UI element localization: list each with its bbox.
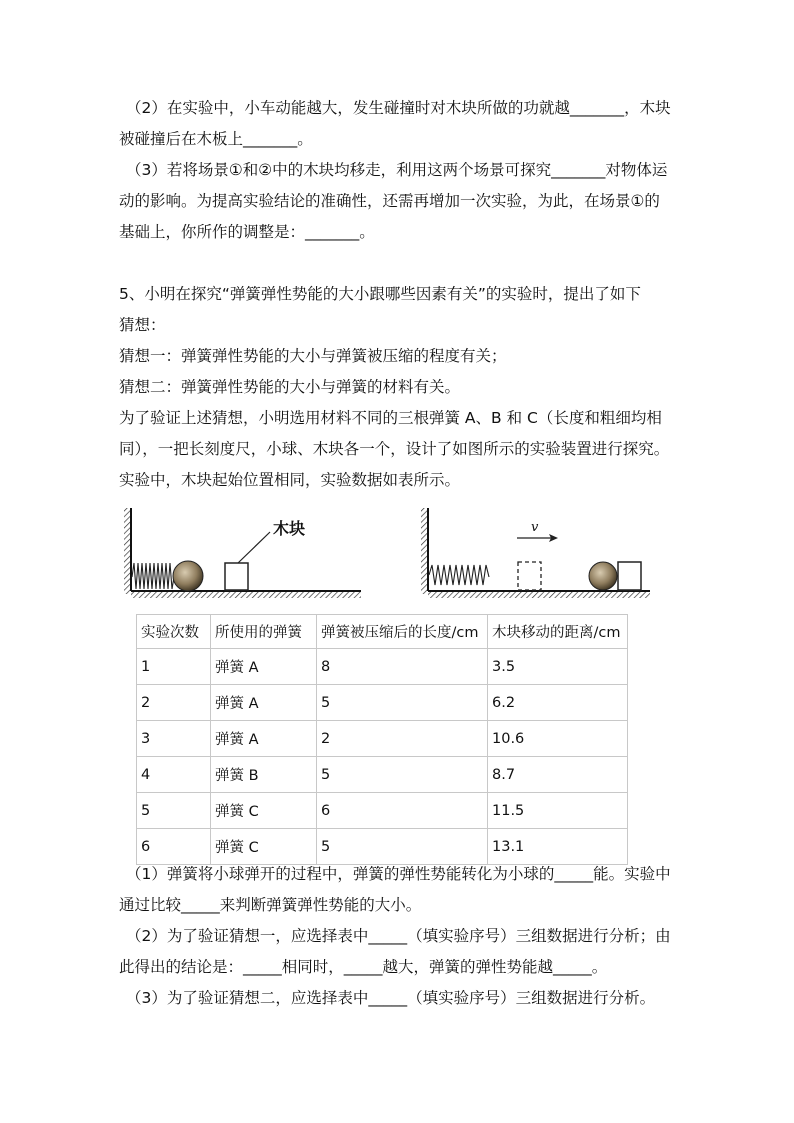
table-cell: 6 [137,829,211,865]
table-header-cell: 实验次数 [137,615,211,649]
spring-relaxed [429,565,489,585]
spring-compressed [132,563,174,589]
table-row [137,793,628,829]
q5-sub1-line2: 通过比较_____来判断弹簧弹性势能的大小。 [119,896,422,914]
table-header-cell: 木块移动的距离/cm [488,615,628,649]
wall [421,508,428,594]
table-cell: 6.2 [488,685,628,721]
table-cell: 弹簧 B [211,757,317,793]
table-cell: 13.1 [488,829,628,865]
wood-block [225,563,248,590]
table-cell: 10.6 [488,721,628,757]
ball [589,562,617,590]
q5-sub1-line1: （1）弹簧将小球弹开的过程中，弹簧的弹性势能转化为小球的_____能。实验中 [126,865,671,883]
experiment-figure-right [421,505,653,605]
q4-sub2-line1: （2）在实验中，小车动能越大，发生碰撞时对木块所做的功就越_______，木块 [126,99,671,117]
velocity-label: v [531,520,539,535]
q5-guess1: 猜想一：弹簧弹性势能的大小与弹簧被压缩的程度有关； [119,347,507,365]
table-cell: 6 [317,793,488,829]
table-cell: 8.7 [488,757,628,793]
table-header-cell: 弹簧被压缩后的长度/cm [317,615,488,649]
block-label: 木块 [273,519,306,538]
wood-block [618,562,641,590]
table-cell: 5 [137,793,211,829]
q5-desc-line1: 为了验证上述猜想，小明选用材料不同的三根弹簧 A、B 和 C（长度和粗细均相 [119,409,662,427]
floor [131,591,361,598]
q4-sub3-line1: （3）若将场景①和②中的木块均移走，利用这两个场景可探究_______对物体运 [126,161,668,179]
table-cell: 弹簧 A [211,721,317,757]
velocity-arrow-icon [517,534,558,542]
ball [173,561,203,591]
table-row [137,829,628,865]
table-cell: 4 [137,757,211,793]
table-cell: 1 [137,649,211,685]
table-cell: 弹簧 C [211,829,317,865]
q4-sub3-line3: 基础上，你所作的调整是：_______。 [119,223,375,241]
q5-intro-line1: 5、小明在探究“弹簧弹性势能的大小跟哪些因素有关”的实验时，提出了如下 [119,285,641,303]
table-header-cell: 所使用的弹簧 [211,615,317,649]
table-cell: 弹簧 A [211,685,317,721]
table-cell: 弹簧 C [211,793,317,829]
q5-guess2: 猜想二：弹簧弹性势能的大小与弹簧的材料有关。 [119,378,461,396]
block-pointer-line [238,532,270,563]
q5-desc-line2: 同），一把长刻度尺，小球、木块各一个，设计了如图所示的实验装置进行探究。 [119,440,670,458]
table-cell: 3.5 [488,649,628,685]
q5-sub2-line2: 此得出的结论是：_____相同时，_____越大，弹簧的弹性势能越_____。 [119,958,608,976]
table-cell: 11.5 [488,793,628,829]
q5-sub3-line1: （3）为了验证猜想二，应选择表中_____（填实验序号）三组数据进行分析。 [126,989,656,1007]
table-cell: 5 [317,757,488,793]
table-cell: 5 [317,829,488,865]
wall [124,508,131,594]
table-cell: 5 [317,685,488,721]
experiment-data-table [136,614,628,865]
block-original-position [518,562,541,590]
floor [428,591,650,598]
q4-sub3-line2: 动的影响。为提高实验结论的准确性，还需再增加一次实验，为此，在场景①的 [119,192,660,210]
table-cell: 2 [317,721,488,757]
table-row [137,649,628,685]
table-row [137,685,628,721]
table-header-row [137,615,628,649]
q4-sub2-line2: 被碰撞后在木板上_______。 [119,130,313,148]
table-cell: 3 [137,721,211,757]
q5-intro-line2: 猜想： [119,316,166,334]
table-row [137,721,628,757]
experiment-figure-left [124,505,364,605]
table-cell: 弹簧 A [211,649,317,685]
q5-sub2-line1: （2）为了验证猜想一，应选择表中_____（填实验序号）三组数据进行分析；由 [126,927,671,945]
table-cell: 2 [137,685,211,721]
table-row [137,757,628,793]
table-cell: 8 [317,649,488,685]
q5-desc-line3: 实验中，木块起始位置相同，实验数据如表所示。 [119,471,461,489]
